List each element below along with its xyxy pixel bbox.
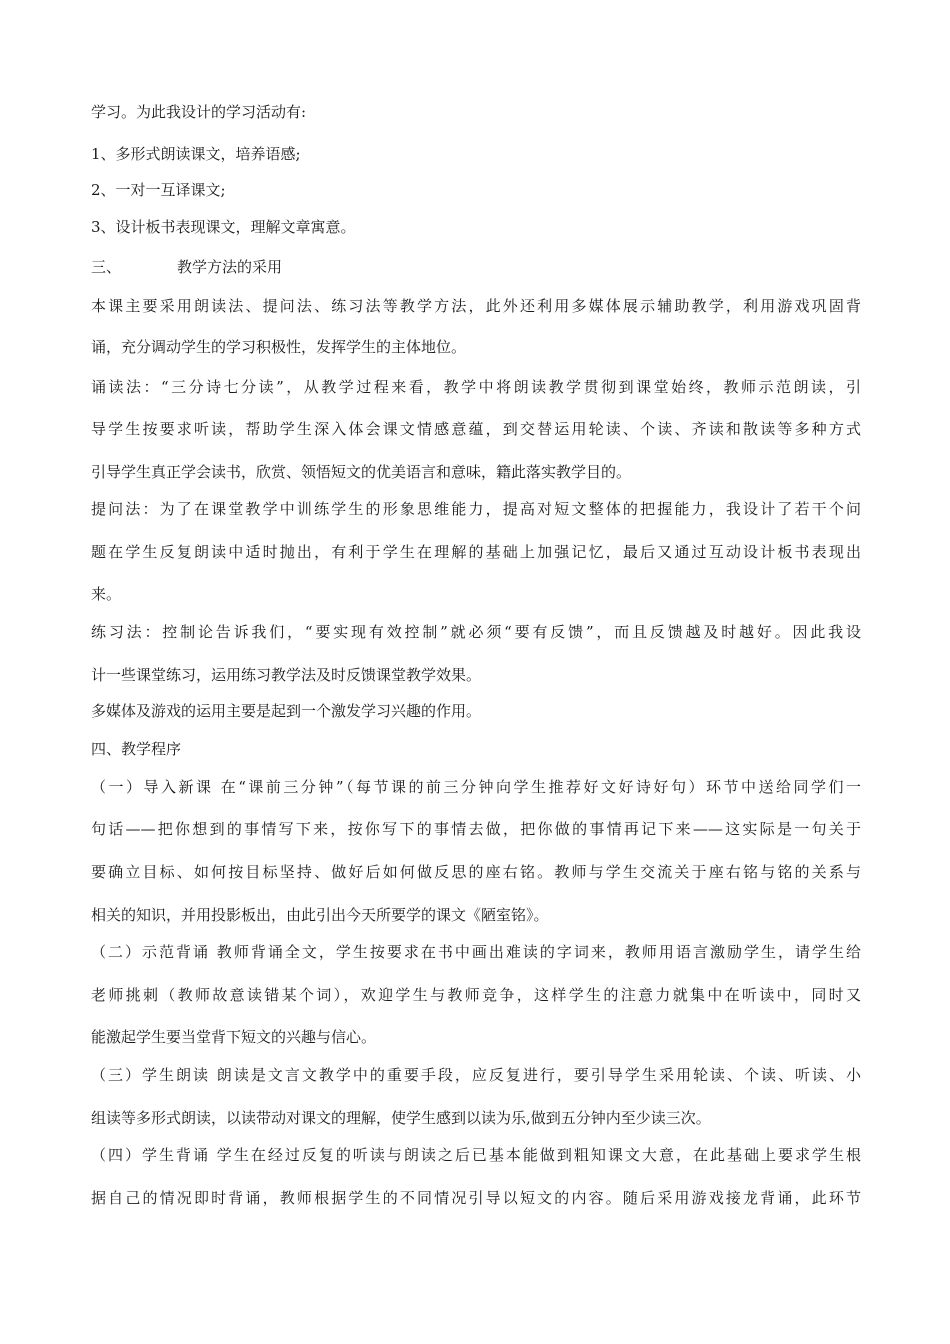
section-number: 三、 bbox=[91, 258, 122, 276]
text-line: 计一些课堂练习，运用练习教学法及时反馈课堂教学效果。 bbox=[91, 666, 482, 684]
text-line: 诵，充分调动学生的学习积极性，发挥学生的主体地位。 bbox=[91, 338, 467, 356]
text-line: 多媒体及游戏的运用主要是起到一个激发学习兴趣的作用。 bbox=[91, 702, 482, 720]
text-line: 组读等多形式朗读，以读带动对课文的理解，使学生感到以读为乐,做到五分钟内至少读三次。 bbox=[91, 1109, 711, 1127]
text-line: 诵读法：“三分诗七分读”，从教学过程来看，教学中将朗读教学贯彻到课堂始终，教师示范朗读，引 bbox=[91, 378, 861, 396]
text-line: 能激起学生要当堂背下短文的兴趣与信心。 bbox=[91, 1028, 377, 1046]
text-line: 句话——把你想到的事情写下来，按你写下的事情去做，把你做的事情再记下来——这实际是一句关于 bbox=[91, 820, 861, 838]
text-line: 题在学生反复朗读中适时抛出，有利于学生在理解的基础上加强记忆，最后又通过互动设计板书表现出 bbox=[91, 543, 861, 561]
text-line: 老师挑刺（教师故意读错某个词），欢迎学生与教师竞争，这样学生的注意力就集中在听读中，同时又 bbox=[91, 986, 861, 1004]
text-line: （四）学生背诵 学生在经过反复的听读与朗读之后已基本能做到粗知课文大意，在此基础上要求学生根 bbox=[91, 1146, 861, 1164]
text-line: （二）示范背诵 教师背诵全文，学生按要求在书中画出难读的字词来，教师用语言激励学生，请学生给 bbox=[91, 943, 861, 961]
text-line: 要确立目标、如何按目标坚持、做好后如何做反思的座右铭。教师与学生交流关于座右铭与铭的关系与 bbox=[91, 863, 861, 881]
text-line: 来。 bbox=[91, 585, 122, 603]
text-line: 据自己的情况即时背诵，教师根据学生的不同情况引导以短文的内容。随后采用游戏接龙背诵，此环节 bbox=[91, 1189, 861, 1207]
section-title: 教学方法的采用 bbox=[177, 258, 283, 276]
text-line: 本课主要采用朗读法、提问法、练习法等教学方法，此外还利用多媒体展示辅助教学，利用游戏巩固背 bbox=[91, 297, 861, 315]
text-line: 导学生按要求听读，帮助学生深入体会课文情感意蕴，到交替运用轮读、个读、齐读和散读等多种方式 bbox=[91, 420, 861, 438]
section-heading bbox=[91, 256, 861, 278]
text-line: 3、设计板书表现课文，理解文章寓意。 bbox=[91, 218, 356, 236]
text-line: 1、多形式朗读课文，培养语感; bbox=[91, 145, 301, 163]
text-line: （三）学生朗读 朗读是文言文教学中的重要手段，应反复进行，要引导学生采用轮读、个读、听读、小 bbox=[91, 1066, 861, 1084]
text-line: 2、一对一互译课文; bbox=[91, 181, 226, 199]
text-line: 练习法：控制论告诉我们，“要实现有效控制”就必须“要有反馈”，而且反馈越及时越好。因此我设 bbox=[91, 623, 861, 641]
text-line: 相关的知识，并用投影板出，由此引出今天所要学的课文《陋室铭》。 bbox=[91, 906, 549, 924]
text-line: 提问法：为了在课堂教学中训练学生的形象思维能力，提高对短文整体的把握能力，我设计了若干个问 bbox=[91, 500, 861, 518]
text-line: （一）导入新课 在“课前三分钟”（每节课的前三分钟向学生推荐好文好诗好句）环节中送给同学们一 bbox=[91, 778, 861, 796]
text-line: 引导学生真正学会读书，欣赏、领悟短文的优美语言和意味，籍此落实教学目的。 bbox=[91, 463, 632, 481]
section-heading: 四、教学程序 bbox=[91, 740, 182, 758]
text-line: 学习。为此我设计的学习活动有: bbox=[91, 103, 307, 121]
